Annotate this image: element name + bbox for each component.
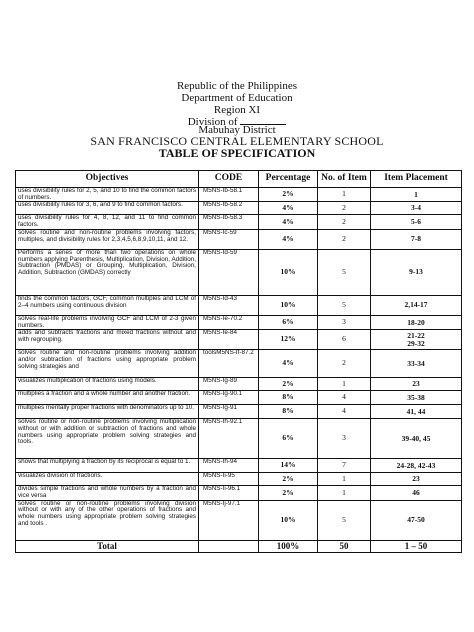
- table-row: [16, 459, 462, 473]
- table-row: [16, 315, 462, 329]
- percentage-cell: 2%: [259, 486, 318, 500]
- objective-cell: adds and subtracts fractions and mixed fractions without and with regrouping.: [16, 330, 199, 350]
- code-cell: M5NS-Ie-70.2: [199, 315, 259, 329]
- code-cell: M5NS-Ii-96.1: [199, 486, 259, 500]
- table-row: [16, 350, 462, 378]
- items-cell: 2: [318, 350, 371, 378]
- code-cell: M5NS-Ii-95: [199, 473, 259, 486]
- code-cell: M5NS-Ij-97.1: [199, 500, 259, 540]
- items-cell: 2: [318, 202, 371, 215]
- placement-cell: 5-6: [371, 215, 462, 229]
- percentage-cell: 4%: [259, 215, 318, 229]
- objective-cell: Performs a series of more than two operations on whole numbers applying Parenthesis, Multiplication, Division, Addition, Subtraction (PMDAS) or Grouping, Multiplication, Division, Addition, Subtraction (GMDAS) correctly: [16, 249, 199, 295]
- code-cell: M5NS-Ig-91: [199, 405, 259, 419]
- total-percentage: 100%: [259, 540, 318, 552]
- items-cell: 2: [318, 229, 371, 249]
- placement-cell: 24-28, 42-43: [371, 459, 462, 473]
- code-cell: M5NS-Ib-58.1: [199, 188, 259, 202]
- objective-cell: finds the common factors, GCF, common multiples and LCM of 2–4 numbers using continuous division: [16, 295, 199, 315]
- code-cell: M5NS-Ig-90.1: [199, 391, 259, 405]
- objective-cell: shows that multiplying a fraction by its reciprocal is equal to 1.: [16, 459, 199, 473]
- placement-cell: 18-20: [371, 315, 462, 329]
- placement-cell: 9-13: [371, 249, 462, 295]
- percentage-cell: 10%: [259, 500, 318, 540]
- code-cell: M5NS-Id-43: [199, 295, 259, 315]
- table-row: [16, 330, 462, 350]
- placement-cell: 7-8: [371, 229, 462, 249]
- col-no-of-item: No. of Item: [318, 171, 371, 188]
- table-row: [16, 202, 462, 215]
- placement-cell: 3-4: [371, 202, 462, 215]
- code-cell: M5NS-Ic-59: [199, 229, 259, 249]
- items-cell: 5: [318, 500, 371, 540]
- items-cell: 1: [318, 473, 371, 486]
- items-cell: 5: [318, 249, 371, 295]
- percentage-cell: 10%: [259, 249, 318, 295]
- percentage-cell: 2%: [259, 188, 318, 202]
- objective-cell: visualizes multiplication of fractions using models.: [16, 378, 199, 391]
- placement-cell: 35-38: [371, 391, 462, 405]
- code-cell: M5NS-Ih-92.1: [199, 419, 259, 459]
- percentage-cell: 4%: [259, 202, 318, 215]
- header-division-label: Division of: [187, 116, 238, 128]
- placement-cell: 47-50: [371, 500, 462, 540]
- objective-cell: solves routine or non-routine problems involving multiplication without or with addition or subtraction of fractions and whole numbers using appropriate problem solving strategies and tools.: [16, 419, 199, 459]
- percentage-cell: 8%: [259, 391, 318, 405]
- percentage-cell: 2%: [259, 378, 318, 391]
- items-cell: 6: [318, 330, 371, 350]
- percentage-cell: 12%: [259, 330, 318, 350]
- table-row: [16, 229, 462, 249]
- code-cell: M5NS-Ib-58.3: [199, 215, 259, 229]
- placement-cell: 23: [371, 473, 462, 486]
- header-republic: Republic of the Philippines: [176, 80, 298, 92]
- school-name: SAN FRANCISCO CENTRAL ELEMENTARY SCHOOL: [90, 134, 384, 148]
- items-cell: 2: [318, 215, 371, 229]
- table-row: [16, 405, 462, 419]
- total-label: Total: [16, 540, 199, 552]
- percentage-cell: 8%: [259, 405, 318, 419]
- items-cell: 1: [318, 378, 371, 391]
- percentage-cell: 4%: [259, 229, 318, 249]
- col-percentage: Percentage: [259, 171, 318, 188]
- header-region: Region XI: [213, 104, 261, 116]
- table-row: [16, 500, 462, 540]
- percentage-cell: 2%: [259, 473, 318, 486]
- placement-cell: 33-34: [371, 350, 462, 378]
- total-placement: 1 – 50: [371, 540, 462, 552]
- table-row: [16, 215, 462, 229]
- items-cell: 1: [318, 188, 371, 202]
- items-cell: 4: [318, 391, 371, 405]
- col-item-placement: Item Placement: [371, 171, 462, 188]
- items-cell: 5: [318, 295, 371, 315]
- code-cell: M5NS-Ig-89: [199, 378, 259, 391]
- objective-cell: visualizes division of fractions.: [16, 473, 199, 486]
- objective-cell: multiplies a fraction and a whole number and another fraction.: [16, 391, 199, 405]
- table-row: [16, 473, 462, 486]
- table-header-row: [16, 171, 462, 188]
- total-items: 50: [318, 540, 371, 552]
- items-cell: 3: [318, 419, 371, 459]
- specification-table: [15, 170, 462, 553]
- items-cell: 1: [318, 486, 371, 500]
- placement-cell: 23: [371, 378, 462, 391]
- objective-cell: solves routine and non-routine problems involving factors, multiples, and divisibility rules for 2,3,4,5,6,8,9,10,11, and 12.: [16, 229, 199, 249]
- objective-cell: solves routine and non-routine problems involving addition and/or subtraction of fractions using appropriate problem solving strategies and: [16, 350, 199, 378]
- items-cell: 3: [318, 315, 371, 329]
- percentage-cell: 6%: [259, 315, 318, 329]
- placement-cell: 41, 44: [371, 405, 462, 419]
- total-code: [199, 540, 259, 552]
- placement-cell: 2,14-17: [371, 295, 462, 315]
- items-cell: 7: [318, 459, 371, 473]
- header-department: Department of Education: [181, 92, 293, 104]
- objective-cell: solves routine or non-routine problems involving division without or with any of the other operations of fractions and whole numbers using appropriate problem solving strategies and tools .: [16, 500, 199, 540]
- code-cell: M5NS-Ih-94: [199, 459, 259, 473]
- percentage-cell: 6%: [259, 419, 318, 459]
- objective-cell: divides simple fractions and whole numbers by a fraction and vice versa: [16, 486, 199, 500]
- col-code: CODE: [199, 171, 259, 188]
- code-cell: toolsM5NS-If-87.2: [199, 350, 259, 378]
- placement-cell: 1: [371, 188, 462, 202]
- objective-cell: uses divisibility rules for 2, 5, and 10 to find the common factors of numbers.: [16, 188, 199, 202]
- objective-cell: uses divisibility rules for 3, 6, and 9 to find common factors.: [16, 202, 199, 215]
- total-row: [16, 540, 462, 552]
- code-cell: M5NS-Id-59: [199, 249, 259, 295]
- code-cell: M5NS-Ib-58.2: [199, 202, 259, 215]
- document-title: TABLE OF SPECIFICATION: [158, 146, 316, 160]
- percentage-cell: 14%: [259, 459, 318, 473]
- table-row: [16, 188, 462, 202]
- percentage-cell: 4%: [259, 350, 318, 378]
- placement-cell: 21-22 29-32: [371, 330, 462, 350]
- table-row: [16, 295, 462, 315]
- placement-cell: 46: [371, 486, 462, 500]
- placement-cell: 39-40, 45: [371, 419, 462, 459]
- table-row: [16, 378, 462, 391]
- objective-cell: uses divisibility rules for 4, 8, 12, and 11 to find common factors.: [16, 215, 199, 229]
- table-row: [16, 419, 462, 459]
- code-cell: M5NS-Ie-84: [199, 330, 259, 350]
- percentage-cell: 10%: [259, 295, 318, 315]
- objective-cell: solves real-life problems involving GCF and LCM of 2-3 given numbers.: [16, 315, 199, 329]
- col-objectives: Objectives: [16, 171, 199, 188]
- table-row: [16, 249, 462, 295]
- table-row: [16, 486, 462, 500]
- table-row: [16, 391, 462, 405]
- items-cell: 4: [318, 405, 371, 419]
- objective-cell: multiplies mentally proper fractions with denominators up to 10.: [16, 405, 199, 419]
- header-district: Mabuhay District: [198, 124, 276, 136]
